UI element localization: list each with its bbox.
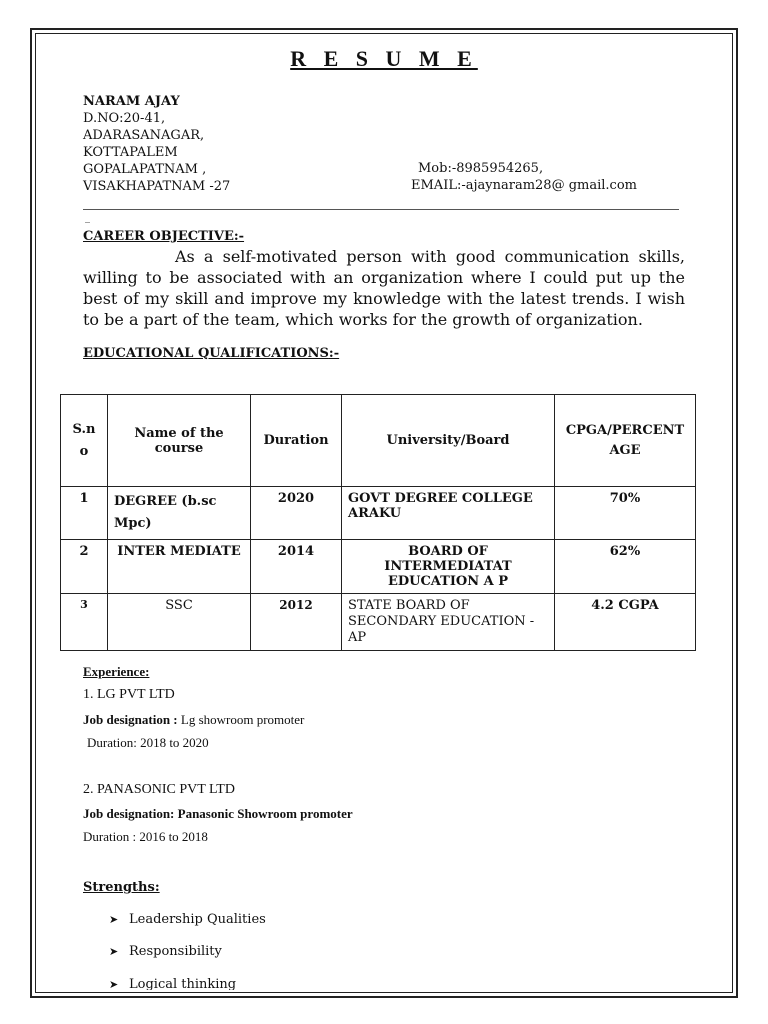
cell-grade: 70%: [555, 487, 696, 540]
address-line: KOTTAPALEM: [83, 145, 178, 160]
cell-grade: 62%: [555, 540, 696, 594]
job-designation: [83, 712, 304, 728]
strength-label: Responsibility: [129, 944, 222, 959]
cell-university: BOARD OF INTERMEDIATAT EDUCATION A P: [342, 540, 555, 594]
job-designation: Job designation: Panasonic Showroom promoter: [83, 806, 353, 821]
address-line: D.NO:20-41,: [83, 111, 166, 126]
education-heading-text: EDUCATIONAL QUALIFICATIONS: [83, 346, 329, 361]
list-item: [109, 977, 236, 990]
cell-university: GOVT DEGREE COLLEGE ARAKU: [342, 487, 555, 540]
arrow-bullet-icon: ➤: [109, 913, 119, 926]
address-line: ADARASANAGAR,: [83, 128, 205, 143]
experience-heading: Experience:: [83, 664, 150, 679]
divider-tail: _: [85, 212, 90, 223]
cell-course: SSC: [108, 594, 251, 651]
job-company: 2. PANASONIC PVT LTD: [83, 782, 235, 797]
cell-duration: 2020: [251, 487, 342, 540]
strengths-heading: Strengths:: [83, 880, 160, 895]
header-sno: S.n o: [61, 395, 108, 487]
header-grade: CPGA/PERCENT AGE: [555, 395, 696, 487]
cell-sno: 1: [61, 487, 108, 540]
job-designation-value: Lg showroom promoter: [180, 712, 305, 727]
table-row: [61, 594, 696, 651]
table-row: [61, 540, 696, 594]
arrow-bullet-icon: ➤: [109, 945, 119, 958]
career-objective-heading: CAREER OBJECTIVE:-: [83, 229, 245, 244]
cell-university: STATE BOARD OF SECONDARY EDUCATION - AP: [342, 594, 555, 651]
strength-label: Logical thinking: [129, 977, 237, 990]
education-heading-suffix: :-: [328, 346, 340, 361]
cell-duration: 2014: [251, 540, 342, 594]
cell-course: INTER MEDIATE: [108, 540, 251, 594]
job-duration: Duration : 2016 to 2018: [83, 829, 208, 844]
cell-sno: 2: [61, 540, 108, 594]
table-header-row: [61, 395, 696, 487]
header-university: University/Board: [342, 395, 555, 487]
address-block: [83, 93, 230, 195]
email-address: EMAIL:-ajaynaram28@ gmail.com: [411, 178, 637, 193]
resume-title: R E S U M E: [290, 46, 478, 71]
cell-duration: 2012: [251, 594, 342, 651]
job-duration: Duration: 2018 to 2020: [87, 735, 209, 750]
address-line: VISAKHAPATNAM -27: [83, 179, 231, 194]
list-item: [109, 944, 222, 959]
arrow-bullet-icon: ➤: [109, 978, 119, 990]
education-table: [60, 394, 696, 651]
divider-rule: [83, 209, 679, 210]
address-line: GOPALAPATNAM ,: [83, 162, 207, 177]
candidate-name: NARAM AJAY: [83, 94, 180, 109]
education-heading: [83, 346, 339, 361]
career-objective-text: As a self-motivated person with good communication skills, willing to be associated with an organization where I could put up the best of my skill and improve my knowledge with the latest trends. I wish to be a part of the team, which works for the growth of organization.: [83, 247, 685, 329]
header-duration: Duration: [251, 395, 342, 487]
header-course: Name of the course: [108, 395, 251, 487]
cell-course: DEGREE (b.sc Mpc): [108, 487, 251, 540]
list-item: [109, 912, 266, 927]
mobile-number: Mob:-8985954265,: [418, 161, 544, 176]
cell-sno: 3: [61, 594, 108, 651]
cell-grade: 4.2 CGPA: [555, 594, 696, 651]
job-company: 1. LG PVT LTD: [83, 687, 175, 702]
table-row: [61, 487, 696, 540]
strength-label: Leadership Qualities: [129, 912, 266, 927]
job-designation-label: Job designation :: [83, 712, 181, 727]
